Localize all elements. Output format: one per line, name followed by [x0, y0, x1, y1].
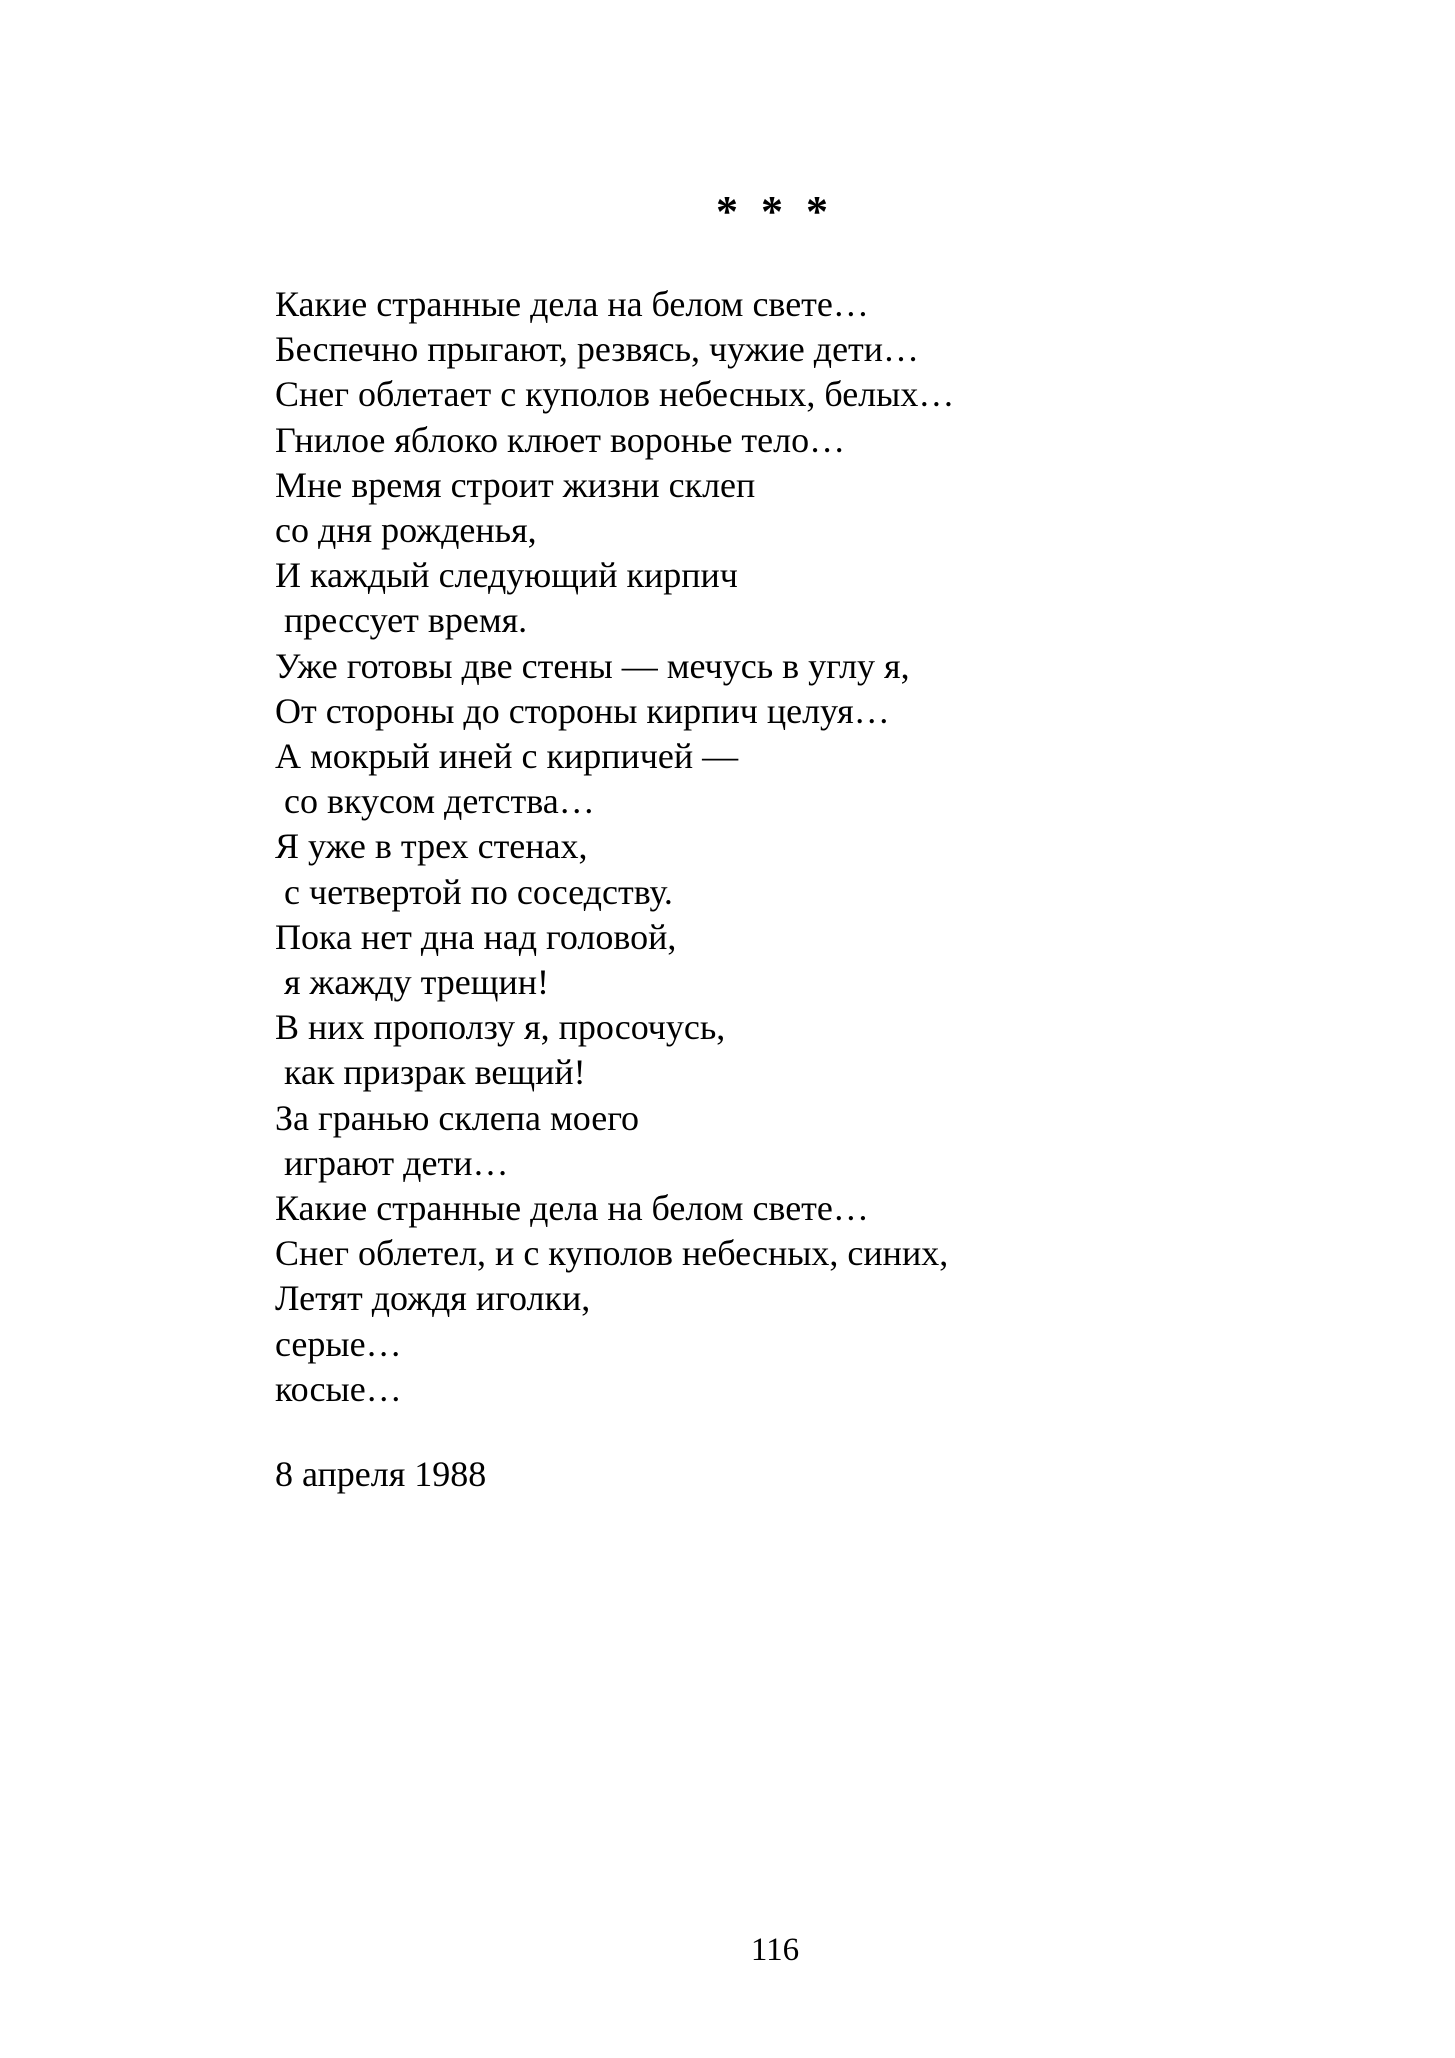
- poem-line: Я уже в трех стенах,: [275, 826, 588, 867]
- poem-line: Мне время строит жизни склеп: [275, 464, 756, 505]
- poem-line: со дня рожденья,: [275, 510, 537, 551]
- poem-line: Какие странные дела на белом свете…: [275, 1188, 869, 1229]
- poem-line: Уже готовы две стены — мечусь в углу я,: [275, 645, 910, 686]
- poem-line: Летят дождя иголки,: [275, 1278, 591, 1319]
- page-number: 116: [750, 1932, 800, 1968]
- poem-line: играют дети…: [275, 1142, 509, 1183]
- poem-line: А мокрый иней с кирпичей —: [275, 736, 739, 777]
- poem-line: В них проползу я, просочусь,: [275, 1007, 726, 1048]
- poem-line: Какие странные дела на белом свете…: [275, 284, 869, 324]
- text-column: [275, 0, 1275, 2058]
- poem-line: Гнилое яблоко клюет воронье тело…: [275, 419, 846, 460]
- poem-line: Снег облетел, и с куполов небесных, синих,: [275, 1233, 949, 1274]
- poem-line: я жажду трещин!: [275, 962, 549, 1003]
- poem-line: со вкусом детства…: [275, 781, 595, 822]
- poem-line: серые…: [275, 1323, 402, 1364]
- poem-line: Пока нет дна над головой,: [275, 916, 677, 957]
- poem-line: И каждый следующий кирпич: [275, 555, 738, 596]
- poem-line: с четвертой по соседству.: [275, 871, 673, 912]
- poem-line: прессует время.: [275, 600, 528, 641]
- poem-line: косые…: [275, 1368, 402, 1409]
- poem-line: Снег облетает с куполов небесных, белых…: [275, 374, 955, 415]
- poem-line: Беспечно прыгают, резвясь, чужие дети…: [275, 329, 920, 370]
- poem-line: За гранью склепа моего: [275, 1097, 640, 1138]
- poem-title: * * *: [716, 187, 834, 236]
- poem: [275, 282, 1275, 1412]
- poem-date: 8 апреля 1988: [275, 1454, 487, 1494]
- poem-line: От стороны до стороны кирпич целуя…: [275, 690, 890, 731]
- poem-line: как призрак вещий!: [275, 1052, 586, 1093]
